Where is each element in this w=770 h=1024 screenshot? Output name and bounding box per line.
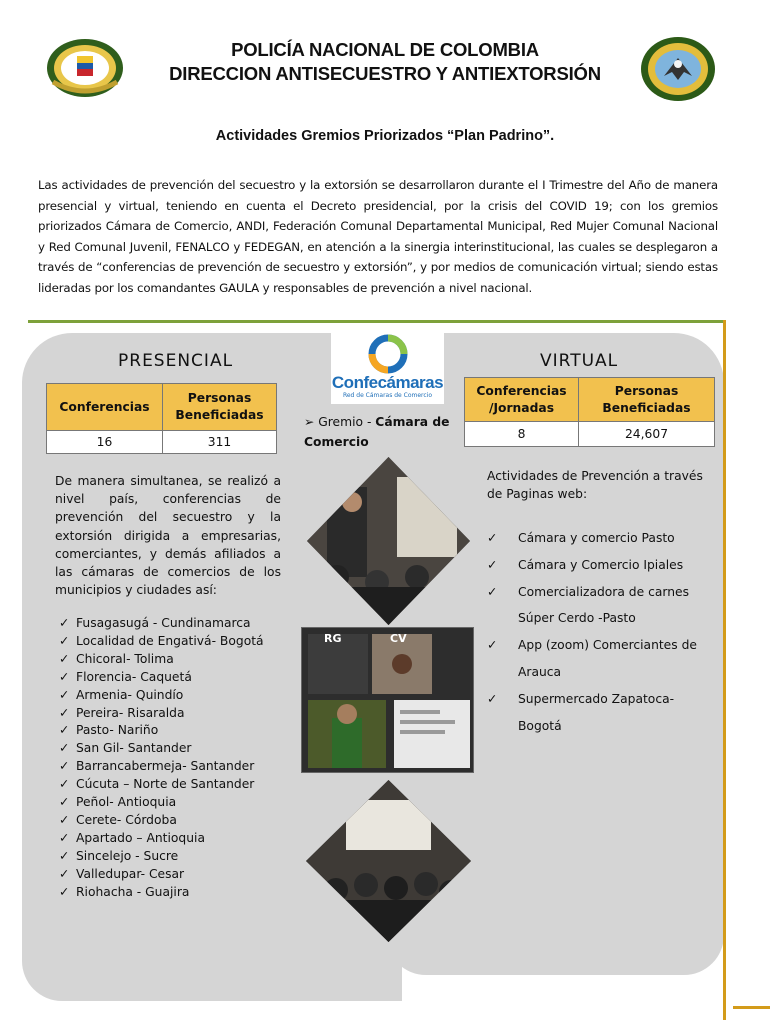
check-icon: ✓ (59, 723, 70, 738)
gremio-name: Cámara de Comercio (304, 415, 450, 449)
intro-paragraph: Las actividades de prevención del secuestro y la extorsión se desarrollaron durante el I Trimestre del Año de manera presencial y virtual, teniendo en cuenta el Decreto presidencial, por la crisis del COVID 19; con los gremios priorizados Cámara de Comercio, ANDI, Federación Comunal Departamental Municipal, Red Mujer Comunal Nacional y Red Comunal Juvenil, FENALCO y FEDEGAN, en atención a la sinergia interinstitucional, las cuales se desplegaron a través de “conferencias de prevención de secuestro y extorsión”, y por medios de comunicación virtual; siendo estas lideradas por los comandantes GAULA y responsables de prevención a nivel nacional. (38, 178, 718, 295)
simultaneous-text: De manera simultanea, se realizó a nivel país, conferencias de prevención del secuestro y la extorsión dirigida a empresarias, comerciantes, y demás afiliados a las cámaras de comercios de los municipios y ciudades así: (55, 474, 281, 598)
gremio-prefix: Gremio - (318, 415, 376, 429)
list-item: ✓ Cámara y Comercio Ipiales (487, 552, 712, 579)
check-icon: ✓ (487, 691, 498, 706)
list-item: ✓ Chicoral- Tolima (59, 651, 264, 669)
section-heading: Actividades Gremios Priorizados “Plan Padrino”. (215, 128, 555, 144)
check-icon: ✓ (59, 812, 70, 827)
divider-green (28, 320, 726, 323)
list-item: ✓ Peñol- Antioquia (59, 794, 264, 812)
list-item: ✓ Pereira- Risaralda (59, 705, 264, 723)
check-icon: ✓ (59, 759, 70, 774)
web-activities-intro: Actividades de Prevención a través de Paginas web: (487, 469, 703, 501)
check-icon: ✓ (487, 584, 498, 599)
check-icon: ✓ (487, 531, 498, 545)
list-item: ✓ Valledupar- Cesar (59, 866, 264, 884)
list-item: ✓ Riohacha - Guajira (59, 884, 264, 902)
list-item: ✓ San Gil- Santander (59, 740, 264, 758)
check-icon: ✓ (59, 777, 70, 792)
gremio-label (304, 412, 464, 452)
check-icon: ✓ (59, 866, 70, 881)
logo-wordmark: Confecámaras (331, 373, 444, 392)
police-seal-left (45, 38, 125, 98)
places-list (59, 615, 264, 902)
virtual-table (464, 377, 715, 447)
list-item: ✓ Cúcuta – Norte de Santander (59, 776, 264, 794)
check-icon: ✓ (59, 651, 70, 666)
check-icon: ✓ (59, 616, 70, 630)
check-icon: ✓ (59, 669, 70, 684)
check-icon: ✓ (59, 848, 70, 863)
check-icon: ✓ (59, 687, 70, 702)
web-activities-list (487, 525, 712, 739)
arrow-bullet-icon: ➢ (304, 415, 315, 429)
check-icon: ✓ (59, 795, 70, 810)
confecamaras-logo (331, 332, 444, 404)
list-item: ✓ Cámara y comercio Pasto (487, 525, 712, 552)
check-icon: ✓ (59, 830, 70, 845)
check-icon: ✓ (487, 638, 498, 653)
presencial-col-personas: Personas Beneficiadas (163, 384, 277, 431)
participant-tag-rg: RG (324, 632, 342, 645)
virtual-val-conferencias: 8 (465, 422, 579, 447)
check-icon: ✓ (59, 633, 70, 648)
virtual-heading: VIRTUAL (540, 351, 619, 371)
virtual-col-conferencias: Conferencias /Jornadas (465, 378, 579, 422)
check-icon: ✓ (59, 884, 70, 899)
participant-tag-cv: CV (390, 632, 407, 645)
list-item: ✓ Barrancabermeja- Santander (59, 758, 264, 776)
check-icon: ✓ (59, 741, 70, 756)
check-icon: ✓ (59, 705, 70, 720)
list-item: ✓ Florencia- Caquetá (59, 669, 264, 687)
presencial-heading: PRESENCIAL (118, 351, 234, 371)
logo-subtitle: Red de Cámaras de Comercio (342, 392, 433, 399)
header-title (150, 38, 620, 86)
list-item: ✓ Cerete- Córdoba (59, 812, 264, 830)
list-item: ✓ Sincelejo - Sucre (59, 848, 264, 866)
list-item: ✓ App (zoom) Comerciantes de Arauca (487, 632, 707, 686)
presencial-val-conferencias: 16 (47, 431, 163, 454)
list-item: ✓ Comercializadora de carnes Súper Cerdo -Pasto (487, 579, 697, 633)
divider-gold-bottom (733, 1006, 770, 1009)
presencial-table (46, 383, 277, 454)
list-item: ✓ Fusagasugá - Cundinamarca (59, 615, 264, 633)
header-line-1: POLICÍA NACIONAL DE COLOMBIA (231, 39, 539, 60)
virtual-col-personas: Personas Beneficiadas (579, 378, 715, 422)
list-item: ✓ Localidad de Engativá- Bogotá (59, 633, 264, 651)
list-item: ✓ Armenia- Quindío (59, 687, 264, 705)
list-item: ✓ Pasto- Nariño (59, 722, 264, 740)
presencial-col-conferencias: Conferencias (47, 384, 163, 431)
divider-gold-vertical (723, 320, 726, 1020)
header-line-2: DIRECCION ANTISECUESTRO Y ANTIEXTORSIÓN (169, 63, 601, 84)
presencial-val-personas: 311 (163, 431, 277, 454)
check-icon: ✓ (487, 557, 498, 572)
list-item: ✓ Supermercado Zapatoca-Bogotá (487, 686, 687, 740)
photo-virtual-meeting (301, 627, 474, 773)
list-item: ✓ Apartado – Antioquia (59, 830, 264, 848)
gaula-seal-right (640, 36, 716, 102)
virtual-val-personas: 24,607 (579, 422, 715, 447)
